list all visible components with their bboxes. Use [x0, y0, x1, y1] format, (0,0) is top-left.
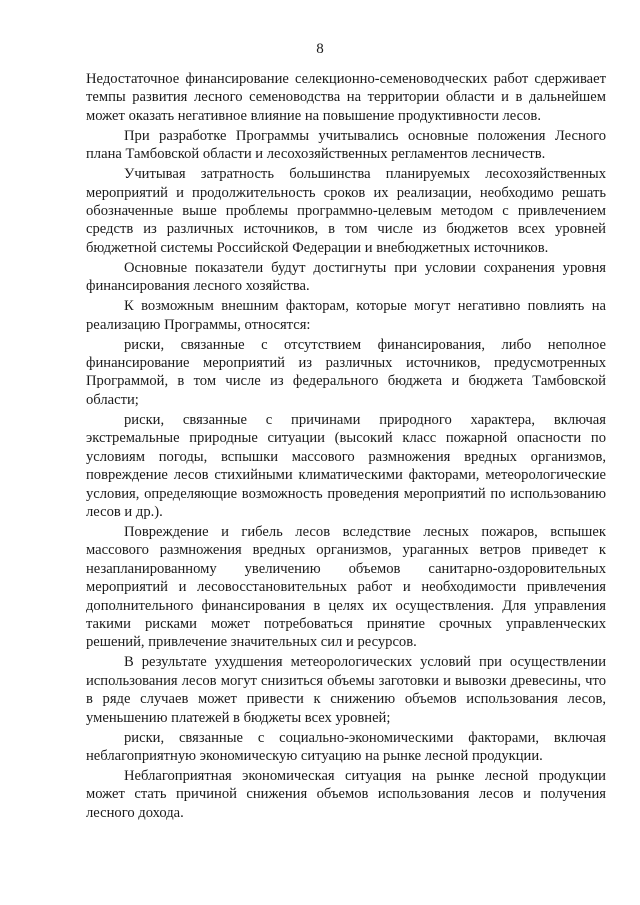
paragraph-risk-socioeconomic: риски, связанные с социально-экономическими факторами, включая неблагоприятную экономическую ситуацию на рынке лесной продукции.	[86, 729, 606, 764]
paragraph-weather-consequences: В результате ухудшения метеорологических условий при осуществлении использования лесов могут снизиться объемы заготовки и вывозки древесины, что в ряде случаев может привести к снижению объемов использования лесов, уменьшению платежей в бюджеты всех уровней;	[86, 654, 606, 726]
page-number: 8	[316, 41, 324, 57]
paragraph-risk-natural: риски, связанные с причинами природного характера, включая экстремальные природные ситуации (высокий класс пожарной опасности по условиям погоды, вспышки массового размножения вредных организмов, повреждение лесов стихийными климатическими факторами, метеорологические условия, определяющие возможность проведения мероприятий по использованию лесов и др.).	[86, 411, 606, 520]
paragraph-external-factors: К возможным внешним факторам, которые могут негативно повлиять на реализацию Программы, относятся:	[86, 298, 606, 333]
paragraph-risk-financing: риски, связанные с отсутствием финансирования, либо неполное финансирование мероприятий из различных источников, предусмотренных Программой, в том числе из федерального бюджета и бюджета Тамбовской области;	[86, 336, 606, 408]
paragraph-seed-financing: Недостаточное финансирование селекционно-семеноводческих работ сдерживает темпы развития лесного семеноводства на территории области и в дальнейшем может оказать негативное влияние на повышение продуктивности лесов.	[86, 71, 606, 124]
paragraph-forest-damage: Повреждение и гибель лесов вследствие лесных пожаров, вспышек массового размножения вредных организмов, ураганных ветров приведет к незапланированному увеличению объемов санитарно-оздоровительных мероприятий и лесовосстановительных работ и необходимости привлечения дополнительного финансирования в целях их осуществления. Для управления такими рисками может потребоваться принятие срочных управленческих решений, привлечение значительных сил и ресурсов.	[86, 523, 606, 651]
body-text	[86, 70, 606, 824]
paragraph-program-method: Учитывая затратность большинства планируемых лесохозяйственных мероприятий и продолжительность сроков их реализации, необходимо решать обозначенные выше проблемы программно-целевым методом с привлечением средств из различных источников, в том числе из бюджетов всех уровней бюджетной системы Российской Федерации и внебюджетных источников.	[86, 166, 606, 256]
paragraph-program-basis: При разработке Программы учитывались основные положения Лесного плана Тамбовской области и лесохозяйственных регламентов лесничеств.	[86, 127, 606, 163]
paragraph-indicators: Основные показатели будут достигнуты при условии сохранения уровня финансирования лесного хозяйства.	[86, 259, 606, 295]
paragraph-market-situation: Неблагоприятная экономическая ситуация на рынке лесной продукции может стать причиной снижения объемов использования лесов и получения лесного дохода.	[86, 767, 606, 821]
